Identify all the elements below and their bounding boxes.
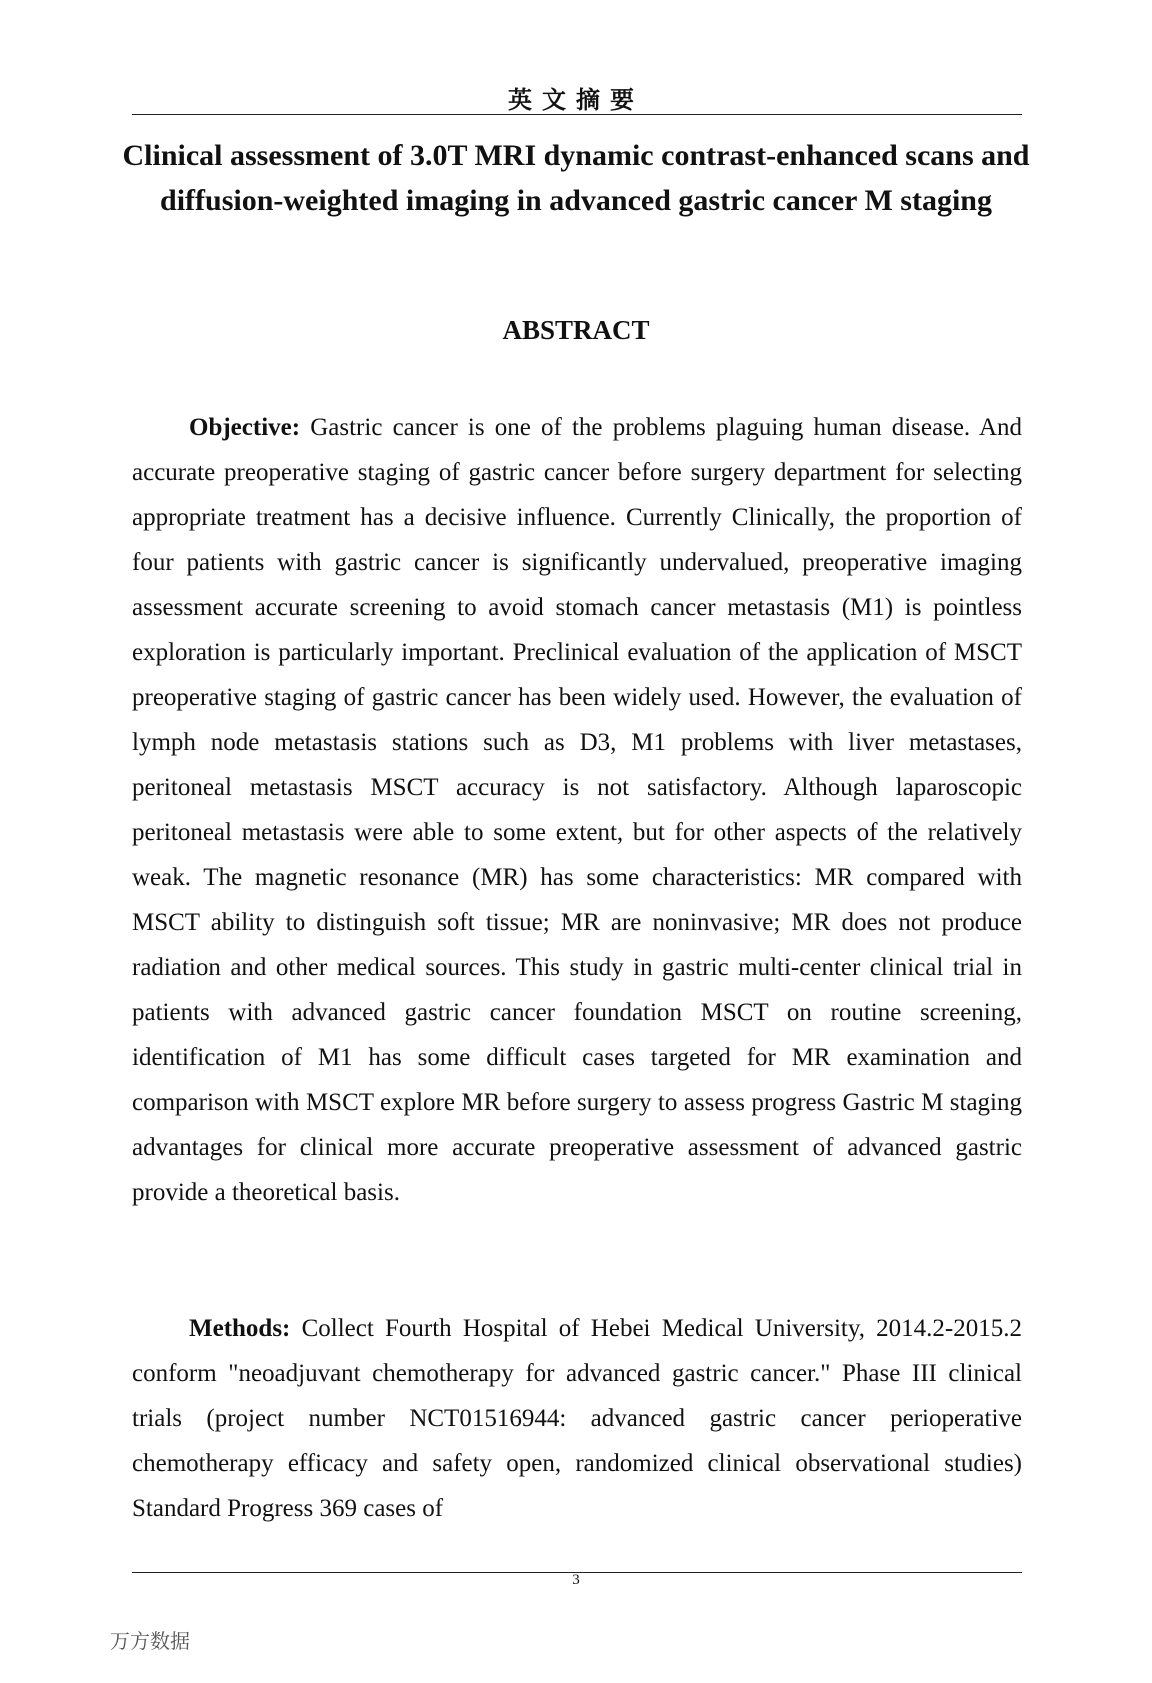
objective-label: Objective: [189, 414, 301, 441]
paper-title: Clinical assessment of 3.0T MRI dynamic contrast-enhanced scans and diffusion-weighted imaging in advanced gastric cancer M staging [122, 139, 1030, 217]
objective-text: Gastric cancer is one of the problems plaguing human disease. And accurate preoperative staging of gastric cancer before surgery department for selecting appropriate treatment has a decisive influence. Currently Clinically, the proportion of four patients with gastric cancer is significantly undervalued, preoperative imaging assessment accurate screening to avoid stomach cancer metastasis (M1) is pointless exploration is particularly important. Preclinical evaluation of the application of MSCT preoperative staging of gastric cancer has been widely used. However, the evaluation of lymph node metastasis stations such as D3, M1 problems with liver metastases, peritoneal metastasis MSCT accuracy is not satisfactory. Although laparoscopic peritoneal metastasis were able to some extent, but for other aspects of the relatively weak. The magnetic resonance (MR) has some characteristics: MR compared with MSCT ability to distinguish soft tissue; MR are noninvasive; MR does not produce radiation and other medical sources. This study in gastric multi-center clinical trial in patients with advanced gastric cancer foundation MSCT on routine screening, identification of M1 has some difficult cases targeted for MR examination and comparison with MSCT explore MR before surgery to assess progress Gastric M staging advantages for clinical more accurate preoperative assessment of advanced gastric provide a theoretical basis. [132, 414, 1022, 1206]
methods-text: Collect Fourth Hospital of Hebei Medical University, 2014.2-2015.2 conform "neoadjuvant chemotherapy for advanced gastric cancer." Phase III clinical trials (project number NCT01516944: advanced gastric cancer perioperative chemotherapy efficacy and safety open, randomized clinical observational studies) Standard Progress 369 cases of [132, 1315, 1022, 1522]
methods-label: Methods: [189, 1315, 291, 1342]
objective-paragraph [132, 405, 1022, 1215]
watermark: 万方数据 [110, 1629, 190, 1653]
methods-paragraph [132, 1306, 1022, 1531]
running-head: 英文摘要 [508, 88, 644, 114]
page-number: 3 [572, 1572, 580, 1588]
abstract-heading: ABSTRACT [502, 315, 650, 345]
header-rule [132, 114, 1022, 115]
